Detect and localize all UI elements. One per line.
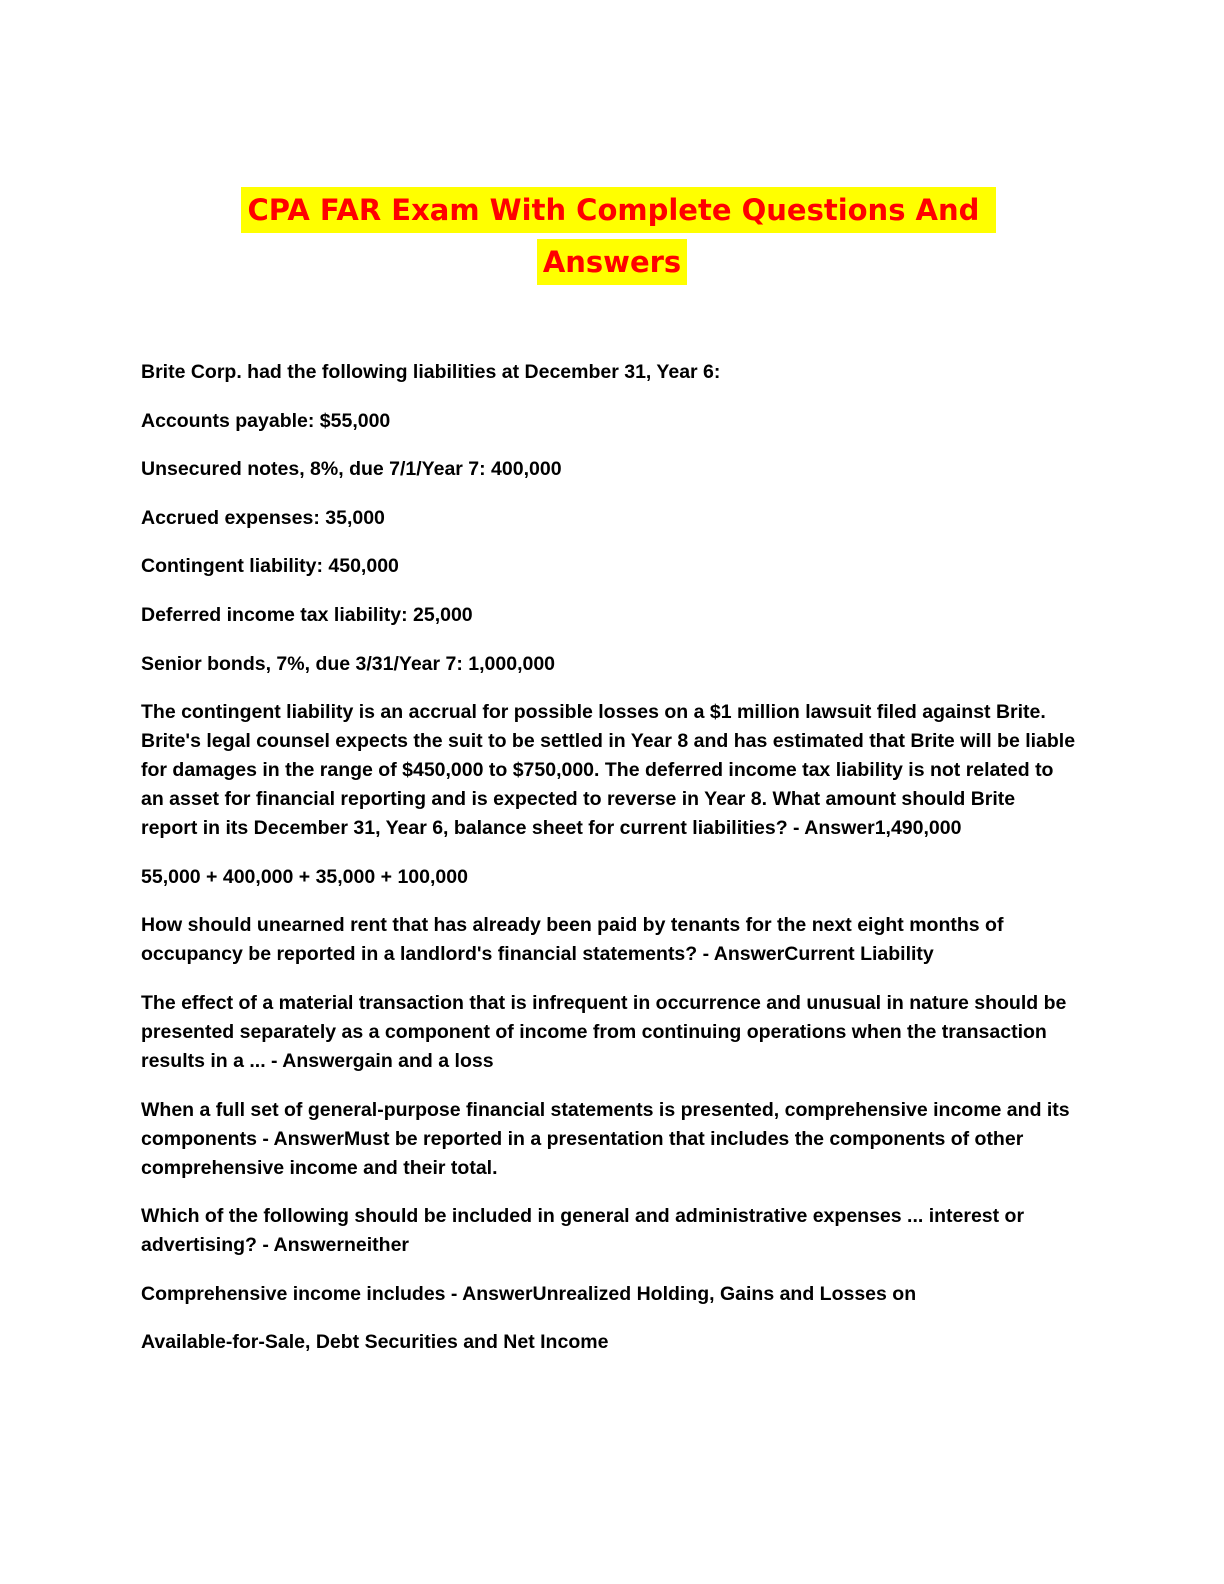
- document-body: [141, 358, 1076, 1377]
- title-line-2: Answers: [537, 239, 687, 285]
- question-paragraph: When a full set of general-purpose financial statements is presented, comprehensive income and its components - AnswerMust be reported in a presentation that includes the components of other comprehensive income and their total.: [141, 1098, 1070, 1179]
- question-paragraph: The effect of a material transaction that is infrequent in occurrence and unusual in nature should be presented separately as a component of income from continuing operations when the transaction results in a ... - Answergain and a loss: [141, 991, 1067, 1072]
- liability-item: Accrued expenses: 35,000: [141, 506, 385, 529]
- answer-calculation: 55,000 + 400,000 + 35,000 + 100,000: [141, 865, 468, 888]
- liability-item: Deferred income tax liability: 25,000: [141, 603, 473, 626]
- title-line-1: CPA FAR Exam With Complete Questions And: [241, 187, 995, 233]
- question-paragraph: Comprehensive income includes - AnswerUnrealized Holding, Gains and Losses on: [141, 1282, 917, 1305]
- question-paragraph-continued: Available-for-Sale, Debt Securities and Net Income: [141, 1331, 609, 1354]
- liability-item: Senior bonds, 7%, due 3/31/Year 7: 1,000,000: [141, 652, 556, 675]
- question-paragraph: How should unearned rent that has already been paid by tenants for the next eight months of occupancy be reported in a landlord's financial statements? - AnswerCurrent Liability: [141, 914, 1004, 966]
- liability-item: Contingent liability: 450,000: [141, 555, 399, 578]
- liability-item: Accounts payable: $55,000: [141, 409, 391, 432]
- question-intro: Brite Corp. had the following liabilities at December 31, Year 6:: [141, 361, 721, 383]
- question-paragraph: The contingent liability is an accrual for possible losses on a $1 million lawsuit filed against Brite. Brite's legal counsel expects the suit to be settled in Year 8 and has estimated that Brite will be liable for damages in the range of $450,000 to $750,000. The deferred income tax liability is not related to an asset for financial reporting and is expected to reverse in Year 8. What amount should Brite report in its December 31, Year 6, balance sheet for current liabilities? - Answer1,490,000: [141, 701, 1076, 840]
- question-paragraph: Which of the following should be included in general and administrative expenses ... interest or advertising? - Answerneither: [141, 1205, 1025, 1257]
- liability-item: Unsecured notes, 8%, due 7/1/Year 7: 400,000: [141, 458, 562, 481]
- document-title: [0, 187, 1224, 285]
